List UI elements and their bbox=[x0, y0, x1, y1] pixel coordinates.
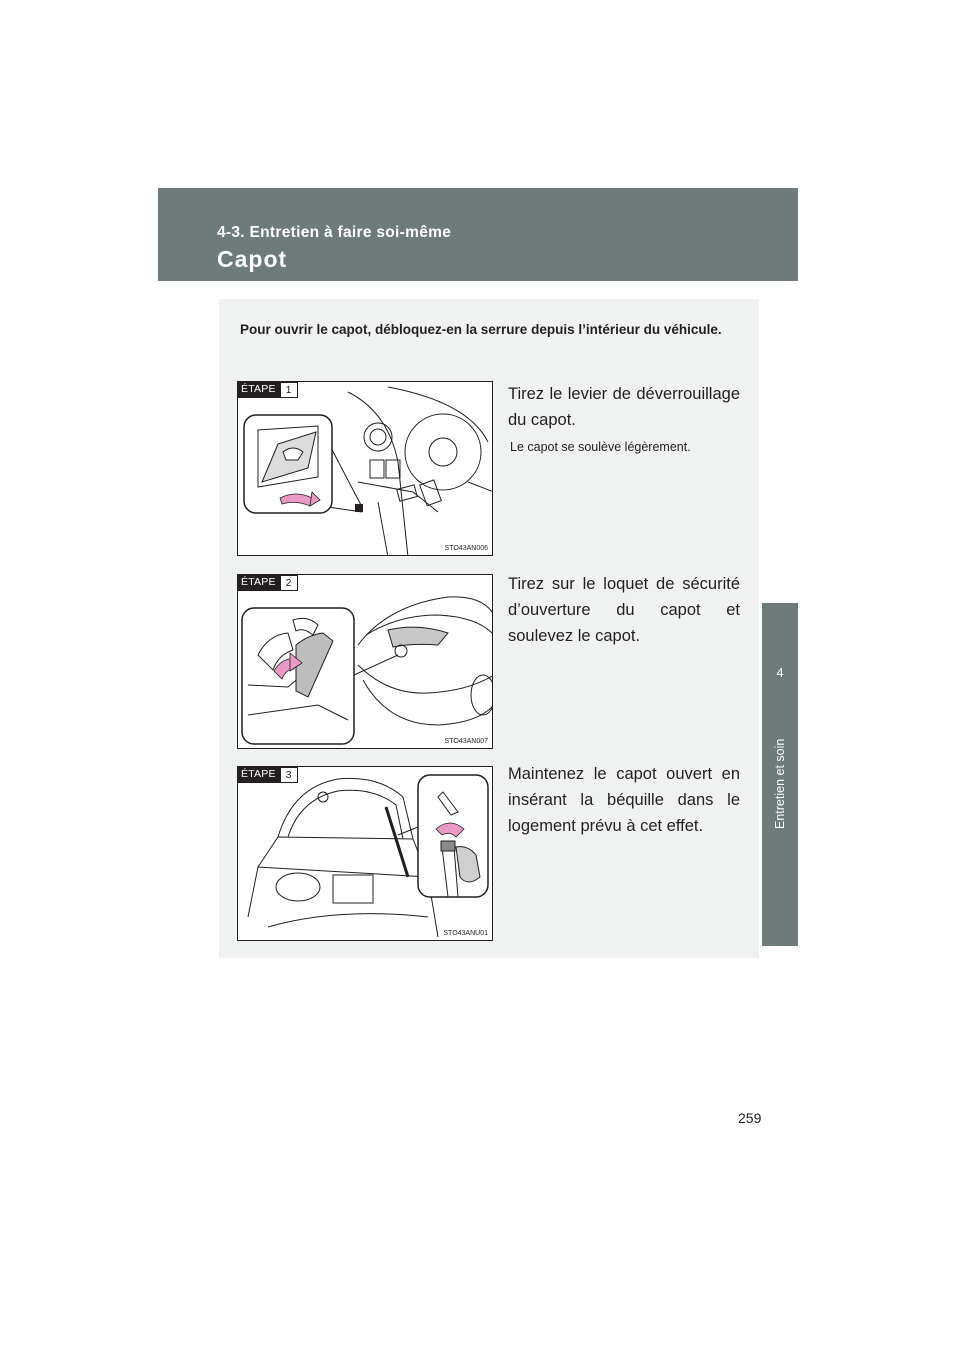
step-3-text: Maintenez le capot ouvert en insérant la béquille dans le logement prévu à cet effet. bbox=[508, 765, 740, 835]
step-2-badge-number: 2 bbox=[280, 575, 298, 591]
step-2-figure-code: STO43AN007 bbox=[444, 738, 488, 745]
step-1-text: Tirez le levier de déverrouillage du capot. bbox=[508, 385, 740, 429]
step-3-figure bbox=[237, 766, 493, 941]
content-panel bbox=[219, 299, 759, 958]
chapter-number: 4 bbox=[776, 665, 784, 680]
section-header bbox=[158, 188, 798, 281]
safety-catch-illustration bbox=[238, 575, 493, 749]
step-1-figure-code: STO43AN006 bbox=[444, 545, 488, 552]
step-3-badge-number: 3 bbox=[280, 767, 298, 783]
hood-release-lever-illustration bbox=[238, 382, 493, 556]
step-1-note: Le capot se soulève légèrement. bbox=[510, 440, 691, 454]
page-number: 259 bbox=[738, 1110, 762, 1126]
step-3-badge bbox=[238, 767, 298, 783]
step-3-figure-code: STO43ANU01 bbox=[443, 930, 488, 937]
step-2-badge-word: ÉTAPE bbox=[238, 575, 280, 591]
intro-text: Pour ouvrir le capot, débloquez-en la serrure depuis l’intérieur du véhicule. bbox=[240, 322, 722, 337]
step-3-badge-word: ÉTAPE bbox=[238, 767, 280, 783]
chapter-label: Entretien et soin bbox=[773, 738, 787, 830]
section-subtitle: 4-3. Entretien à faire soi-même bbox=[217, 224, 452, 241]
step-1-figure bbox=[237, 381, 493, 556]
step-2-badge bbox=[238, 575, 298, 591]
step-1-badge-word: ÉTAPE bbox=[238, 382, 280, 398]
hood-support-rod-illustration bbox=[238, 767, 493, 941]
step-2-text: Tirez sur le loquet de sécurité d’ouverture du capot et soulevez le capot. bbox=[508, 575, 740, 645]
step-1-badge-number: 1 bbox=[280, 382, 298, 398]
step-1-badge bbox=[238, 382, 298, 398]
page-title: Capot bbox=[217, 246, 288, 272]
step-2-figure bbox=[237, 574, 493, 749]
chapter-tab bbox=[762, 603, 798, 946]
